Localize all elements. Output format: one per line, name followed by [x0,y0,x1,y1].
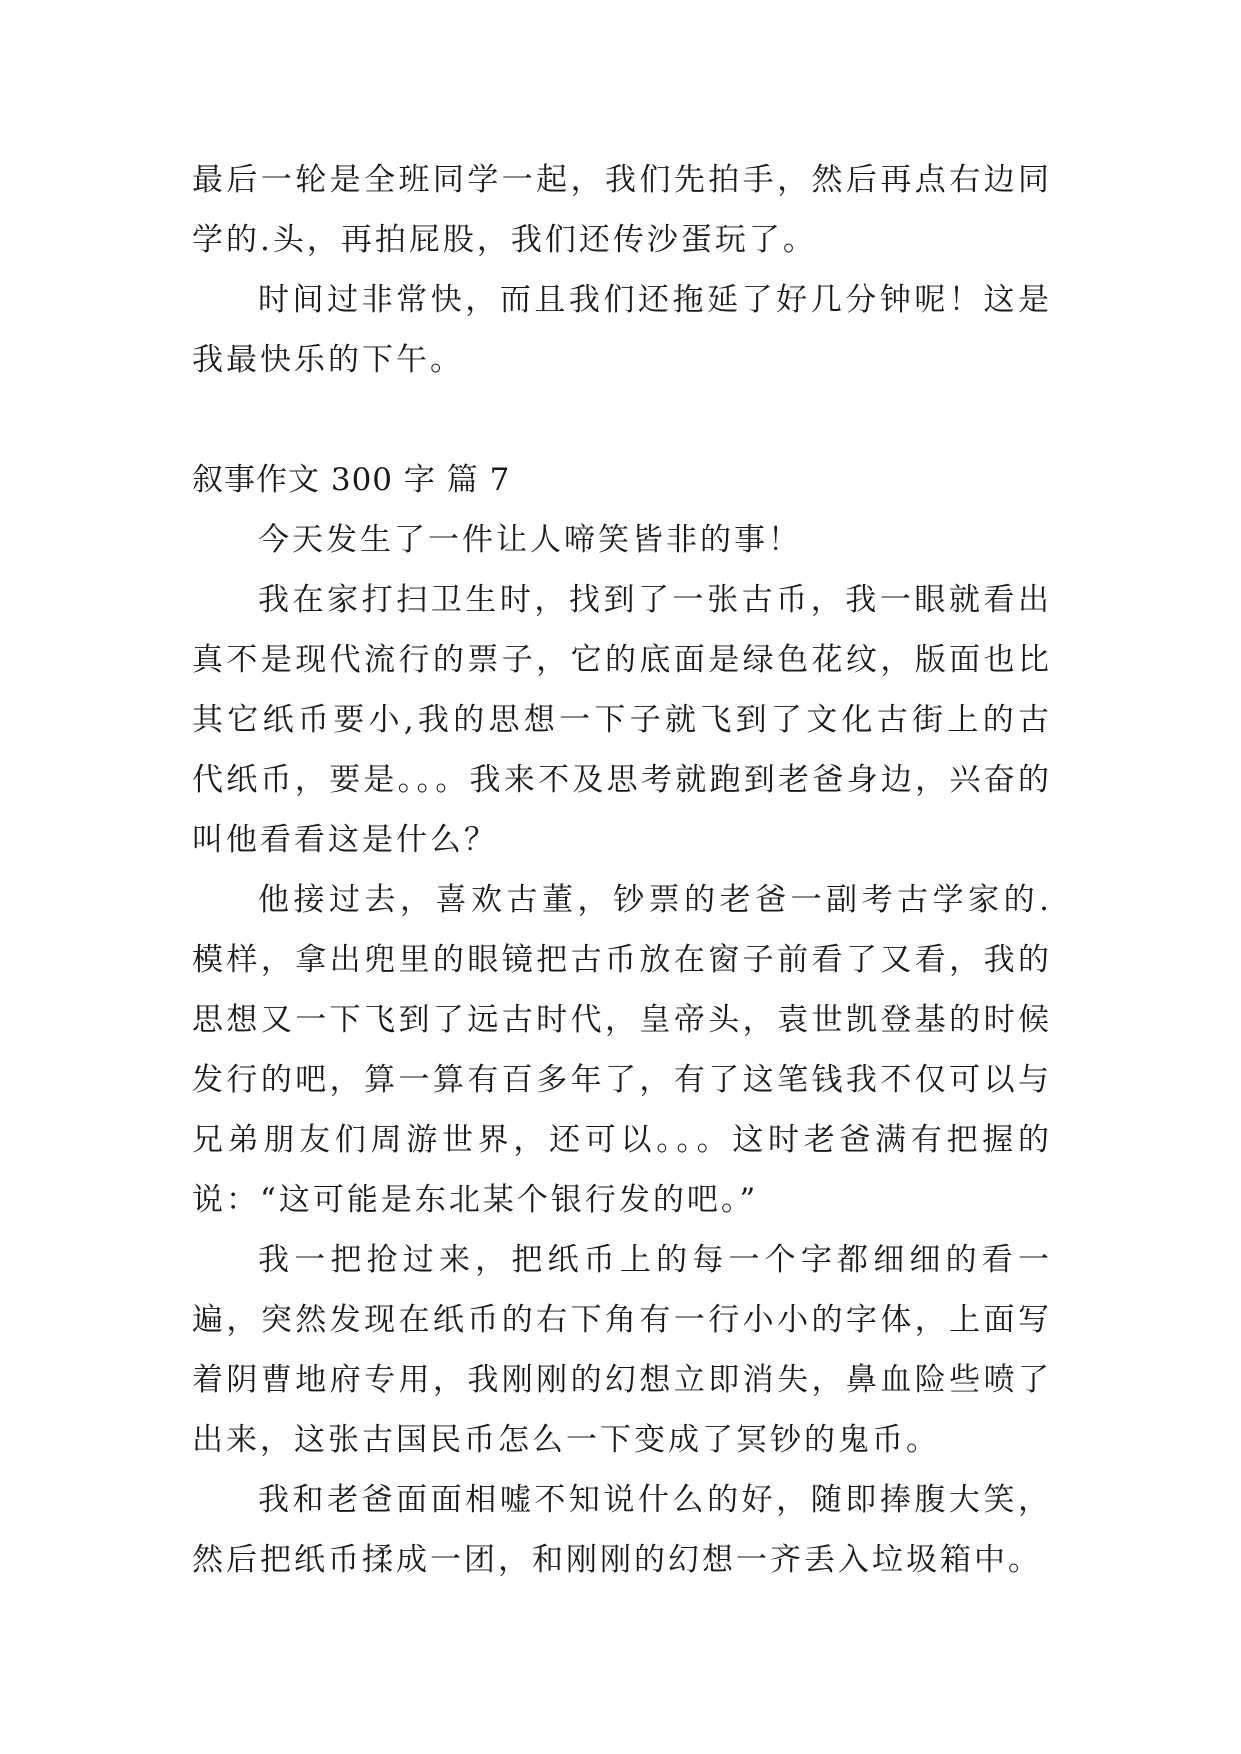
paragraph: 时间过非常快，而且我们还拖延了好几分钟呢！这是我最快乐的下午。 [192,282,1052,378]
paragraph: 今天发生了一件让人啼笑皆非的事！ [258,522,802,558]
paragraph: 我和老爸面面相嘘不知说什么的好，随即捧腹大笑，然后把纸币揉成一团，和刚刚的幻想一齐丢入垃圾箱中。 [192,1482,1052,1578]
section-title: 叙事作文 300 字 篇 7 [192,462,511,498]
paragraph: 我在家打扫卫生时，找到了一张古币，我一眼就看出真不是现代流行的票子，它的底面是绿色花纹，版面也比其它纸币要小,我的思想一下子就飞到了文化古街上的古代纸币，要是。。。我来不及思考就跑到老爸身边，兴奋的叫他看看这是什么？ [192,582,1052,858]
paragraph-continued: 最后一轮是全班同学一起，我们先拍手，然后再点右边同学的.头，再拍屁股，我们还传沙蛋玩了。 [192,162,1052,258]
document-body [192,150,1052,1590]
paragraph: 我一把抢过来，把纸币上的每一个字都细细的看一遍，突然发现在纸币的右下角有一行小小的字体，上面写着阴曹地府专用，我刚刚的幻想立即消失，鼻血险些喷了出来，这张古国民币怎么一下变成了冥钞的鬼币。 [192,1242,1052,1458]
paragraph: 他接过去，喜欢古董，钞票的老爸一副考古学家的.模样，拿出兜里的眼镜把古币放在窗子前看了又看，我的思想又一下飞到了远古时代，皇帝头，袁世凯登基的时候发行的吧，算一算有百多年了，有了这笔钱我不仅可以与兄弟朋友们周游世界，还可以。。。这时老爸满有把握的说：“这可能是东北某个银行发的吧。” [192,882,1052,1218]
